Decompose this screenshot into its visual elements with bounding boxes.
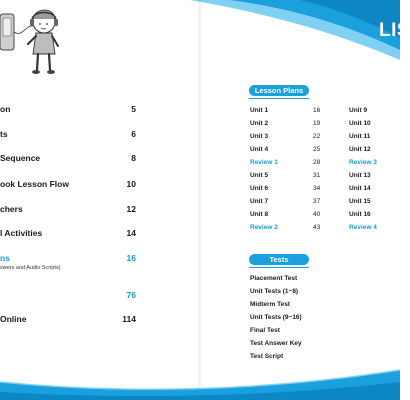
toc-page: 5 — [131, 104, 136, 114]
toc-row[interactable] — [0, 290, 140, 304]
lesson-plan-page: 31 — [313, 172, 321, 179]
toc-row[interactable] — [0, 104, 140, 118]
lesson-plan-label[interactable]: Unit 2 — [250, 120, 269, 127]
test-item[interactable]: Unit Tests (9~16) — [250, 314, 302, 321]
toc-title: chers — [0, 204, 23, 214]
review-label[interactable]: Review 1 — [250, 159, 278, 166]
lesson-plan-label[interactable]: Unit 3 — [250, 133, 269, 140]
toc-page: 16 — [126, 253, 136, 263]
lesson-plan-label[interactable]: Unit 9 — [349, 107, 368, 114]
lesson-plan-page: 25 — [313, 146, 321, 153]
toc-subtitle: swers and Audio Scripts) — [0, 265, 61, 271]
lesson-plans-heading: Lesson Plans — [249, 85, 309, 96]
lesson-plan-label[interactable]: Unit 15 — [349, 198, 371, 205]
lesson-plan-label[interactable]: Unit 11 — [349, 133, 371, 140]
lesson-plan-label[interactable]: Unit 1 — [250, 107, 269, 114]
toc-page: 14 — [126, 228, 136, 238]
lesson-plan-page: 28 — [313, 159, 321, 166]
toc-page: 6 — [131, 129, 136, 139]
toc-row[interactable] — [0, 204, 140, 218]
toc-row[interactable] — [0, 179, 140, 193]
lesson-plan-label[interactable]: Unit 12 — [349, 146, 371, 153]
lesson-plan-page: 19 — [313, 120, 321, 127]
tests-heading: Tests — [249, 254, 309, 265]
lesson-plan-page: 37 — [313, 198, 321, 205]
lesson-plan-page: 40 — [313, 211, 321, 218]
toc-row[interactable] — [0, 129, 140, 143]
test-item[interactable]: Test Answer Key — [250, 340, 302, 347]
toc-title: Sequence — [0, 153, 41, 163]
review-label[interactable]: Review 4 — [349, 224, 377, 231]
toc-page: 8 — [131, 153, 136, 163]
test-item[interactable]: Unit Tests (1~8) — [250, 288, 299, 295]
lesson-plan-page: 43 — [313, 224, 321, 231]
lesson-plan-label[interactable]: Unit 4 — [250, 146, 269, 153]
toc-title: Online — [0, 314, 27, 324]
toc-row[interactable] — [0, 228, 140, 242]
toc-page: 76 — [126, 290, 136, 300]
toc-title: ns — [0, 253, 10, 263]
toc-row[interactable] — [0, 314, 140, 328]
lesson-plan-label[interactable]: Unit 10 — [349, 120, 371, 127]
toc-title: ook Lesson Flow — [0, 179, 69, 189]
toc-row[interactable] — [0, 153, 140, 167]
lesson-plan-page: 16 — [313, 107, 321, 114]
lesson-plan-page: 22 — [313, 133, 321, 140]
lesson-plan-label[interactable]: Unit 6 — [250, 185, 269, 192]
test-item[interactable]: Midterm Test — [250, 301, 290, 308]
lesson-plan-label[interactable]: Unit 5 — [250, 172, 269, 179]
lesson-plan-label[interactable]: Unit 14 — [349, 185, 371, 192]
toc-page: 10 — [126, 179, 136, 189]
test-item[interactable]: Test Script — [250, 353, 284, 360]
lesson-plan-label[interactable]: Unit 8 — [250, 211, 269, 218]
series-title: LIS — [379, 20, 410, 41]
test-item[interactable]: Final Test — [250, 327, 280, 334]
lesson-plan-page: 34 — [313, 185, 321, 192]
toc-page: 12 — [126, 204, 136, 214]
lesson-plan-label[interactable]: Unit 16 — [349, 211, 371, 218]
toc-title: l Activities — [0, 228, 43, 238]
lesson-plan-label[interactable]: Unit 13 — [349, 172, 371, 179]
lesson-plan-label[interactable]: Unit 7 — [250, 198, 269, 205]
girl-with-headphones-illustration — [0, 4, 80, 82]
toc-title: on — [0, 104, 11, 114]
review-label[interactable]: Review 3 — [349, 159, 377, 166]
review-label[interactable]: Review 2 — [250, 224, 278, 231]
toc-title: ts — [0, 129, 8, 139]
test-item[interactable]: Placement Test — [250, 275, 298, 282]
toc-page: 114 — [122, 314, 136, 324]
bottom-swoosh-graphic — [0, 330, 400, 400]
